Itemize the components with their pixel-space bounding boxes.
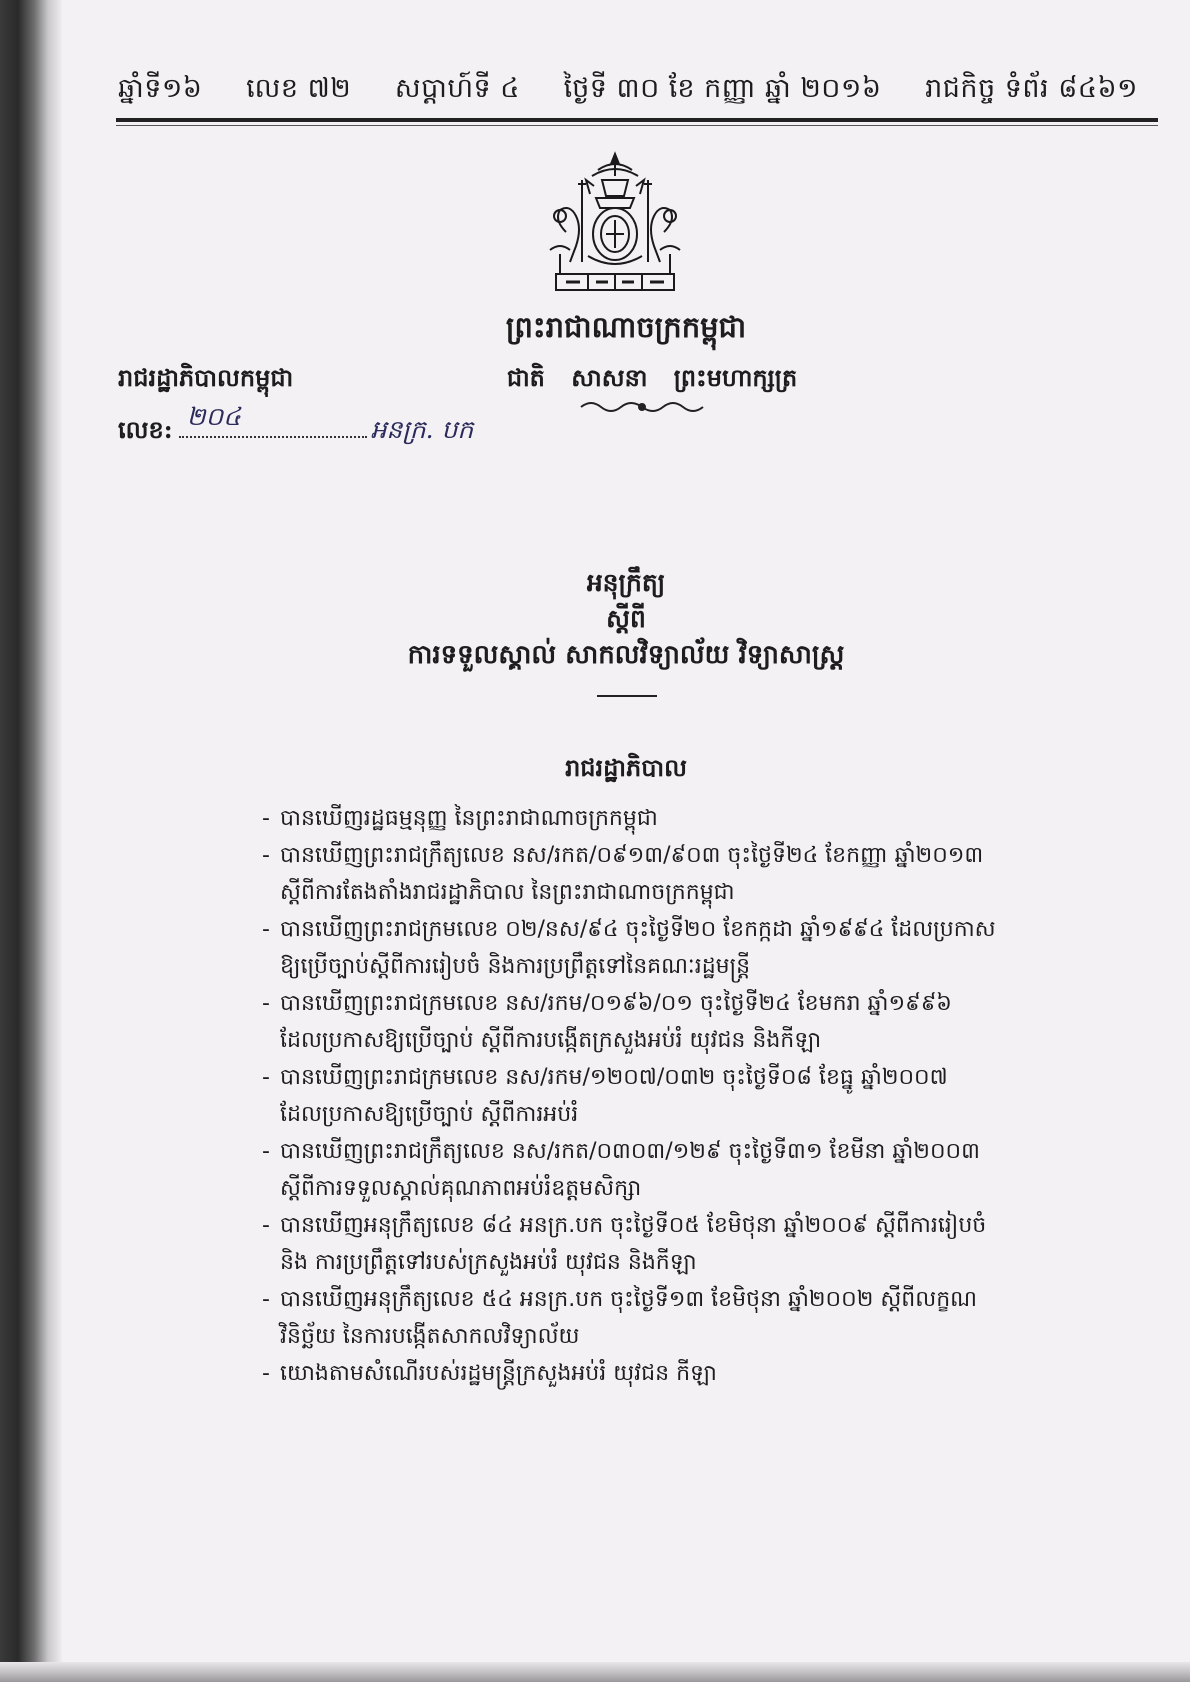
national-motto: ជាតិ សាសនា ព្រះមហាក្សត្រ	[506, 363, 798, 392]
preamble-heading: រាជរដ្ឋាភិបាល	[565, 753, 687, 782]
preamble-list	[262, 800, 1112, 1392]
preamble-item	[262, 1059, 1112, 1133]
preamble-item-line: - បានឃើញព្រះរាជក្រមលេខ ០២/នស/៩៤ ចុះថ្ងៃទី២០ ខែកក្កដា ឆ្នាំ១៩៩៤ ដែលប្រកាស	[280, 917, 996, 942]
kingdom-title: ព្រះរាជាណាចក្រកម្ពុជា	[505, 310, 747, 344]
reference-number-line	[118, 402, 474, 451]
preamble-item-line: ស្តីពីការតែងតាំងរាជរដ្ឋាភិបាល នៃព្រះរាជាណាចក្រកម្ពុជា	[280, 880, 735, 905]
preamble-item	[262, 911, 1112, 985]
motto-ornament-icon	[577, 399, 707, 415]
issuer-name: រាជរដ្ឋាភិបាលកម្ពុជា	[118, 363, 294, 392]
preamble-item	[262, 1355, 1112, 1392]
binding-shadow	[0, 0, 62, 1682]
header-rule-thin	[116, 125, 1158, 126]
decree-subject: ការទទួលស្គាល់ សាកលវិទ្យាល័យ វិទ្យាសាស្ត្រ	[407, 640, 845, 670]
preamble-item-line: ដែលប្រកាសឱ្យប្រើច្បាប់ ស្តីពីការអប់រំ	[280, 1102, 579, 1127]
preamble-item-line: - បានឃើញអនុក្រឹត្យលេខ ៥៤ អនក្រ.បក ចុះថ្ងៃទី១៣ ខែមិថុនា ឆ្នាំ២០០២ ស្តីពីលក្ខណ	[280, 1287, 978, 1312]
preamble-item	[262, 800, 1112, 837]
decree-title-block	[62, 565, 1190, 673]
preamble-item-line: - បានឃើញអនុក្រឹត្យលេខ ៨៤ អនក្រ.បក ចុះថ្ងៃទី០៥ ខែមិថុនា ឆ្នាំ២០០៩ ស្តីពីការរៀបចំ	[280, 1213, 987, 1238]
document-page	[62, 0, 1190, 1662]
header-issue: លេខ ៧២	[246, 73, 352, 104]
preamble-item-line: វិនិច្ឆ័យ នៃការបង្កើតសាកលវិទ្យាល័យ	[280, 1324, 580, 1349]
preamble-item-line: ដែលប្រកាសឱ្យប្រើច្បាប់ ស្តីពីការបង្កើតក្រសួងអប់រំ យុវជន និងកីឡា	[280, 1028, 822, 1053]
decree-type: អនុក្រឹត្យ	[586, 568, 666, 597]
preamble-item-line: ស្តីពីការទទួលស្គាល់គុណភាពអប់រំឧត្តមសិក្សា	[280, 1176, 642, 1201]
ref-number-handwritten: ២០៤	[186, 402, 241, 431]
preamble-item	[262, 1281, 1112, 1355]
header-week: សប្តាហ៍ទី ៤	[394, 73, 520, 104]
decree-about: ស្តីពី	[606, 604, 646, 633]
preamble-item-line: - បានឃើញព្រះរាជក្រមលេខ នស/រកម/០១៩៦/០១ ចុះថ្ងៃទី២៤ ខែមករា ឆ្នាំ១៩៩៦	[280, 991, 952, 1016]
preamble-item-line: និង ការប្រព្រឹត្តទៅរបស់ក្រសួងអប់រំ យុវជន និងកីឡា	[280, 1250, 697, 1275]
header-page: រាជកិច្ច ទំព័រ ៨៤៦១	[925, 73, 1138, 104]
preamble-item-line: - បានឃើញព្រះរាជក្រឹត្យលេខ នស/រកត/០៣០៣/១២៩ ចុះថ្ងៃទី៣១ ខែមីនា ឆ្នាំ២០០៣	[280, 1139, 980, 1164]
preamble-item	[262, 985, 1112, 1059]
ref-suffix-handwritten: អនក្រ. បក	[370, 415, 474, 444]
preamble-item-line: ឱ្យប្រើច្បាប់ស្តីពីការរៀបចំ និងការប្រព្រឹត្តទៅនៃគណៈរដ្ឋមន្ត្រី	[280, 954, 751, 979]
header-year: ឆ្នាំទី១៦	[118, 73, 203, 104]
ref-dotted-field	[179, 402, 367, 438]
title-rule	[597, 695, 657, 697]
gazette-header	[118, 72, 1138, 111]
preamble-item-line: - បានឃើញរដ្ឋធម្មនុញ្ញ នៃព្រះរាជាណាចក្រកម្ពុជា	[280, 806, 658, 831]
preamble-item-line: - បានឃើញព្រះរាជក្រមលេខ នស/រកម/១២០៧/០៣២ ចុះថ្ងៃទី០៨ ខែធ្នូ ឆ្នាំ២០០៧	[280, 1065, 948, 1090]
ref-label: លេខ:	[118, 415, 173, 444]
bottom-shadow	[0, 1662, 1190, 1682]
royal-arms-emblem-icon	[530, 150, 700, 300]
preamble-item-line: - យោងតាមសំណើរបស់រដ្ឋមន្ត្រីក្រសួងអប់រំ យុវជន កីឡា	[280, 1361, 717, 1386]
header-date: ថ្ងៃទី ៣០ ខែ កញ្ញា ឆ្នាំ ២០១៦	[563, 73, 882, 104]
preamble-item-line: - បានឃើញព្រះរាជក្រឹត្យលេខ នស/រកត/០៩១៣/៩០៣ ចុះថ្ងៃទី២៤ ខែកញ្ញា ឆ្នាំ២០១៣	[280, 843, 984, 868]
preamble-item	[262, 837, 1112, 911]
preamble-item	[262, 1133, 1112, 1207]
preamble-item	[262, 1207, 1112, 1281]
header-rule	[116, 118, 1158, 122]
